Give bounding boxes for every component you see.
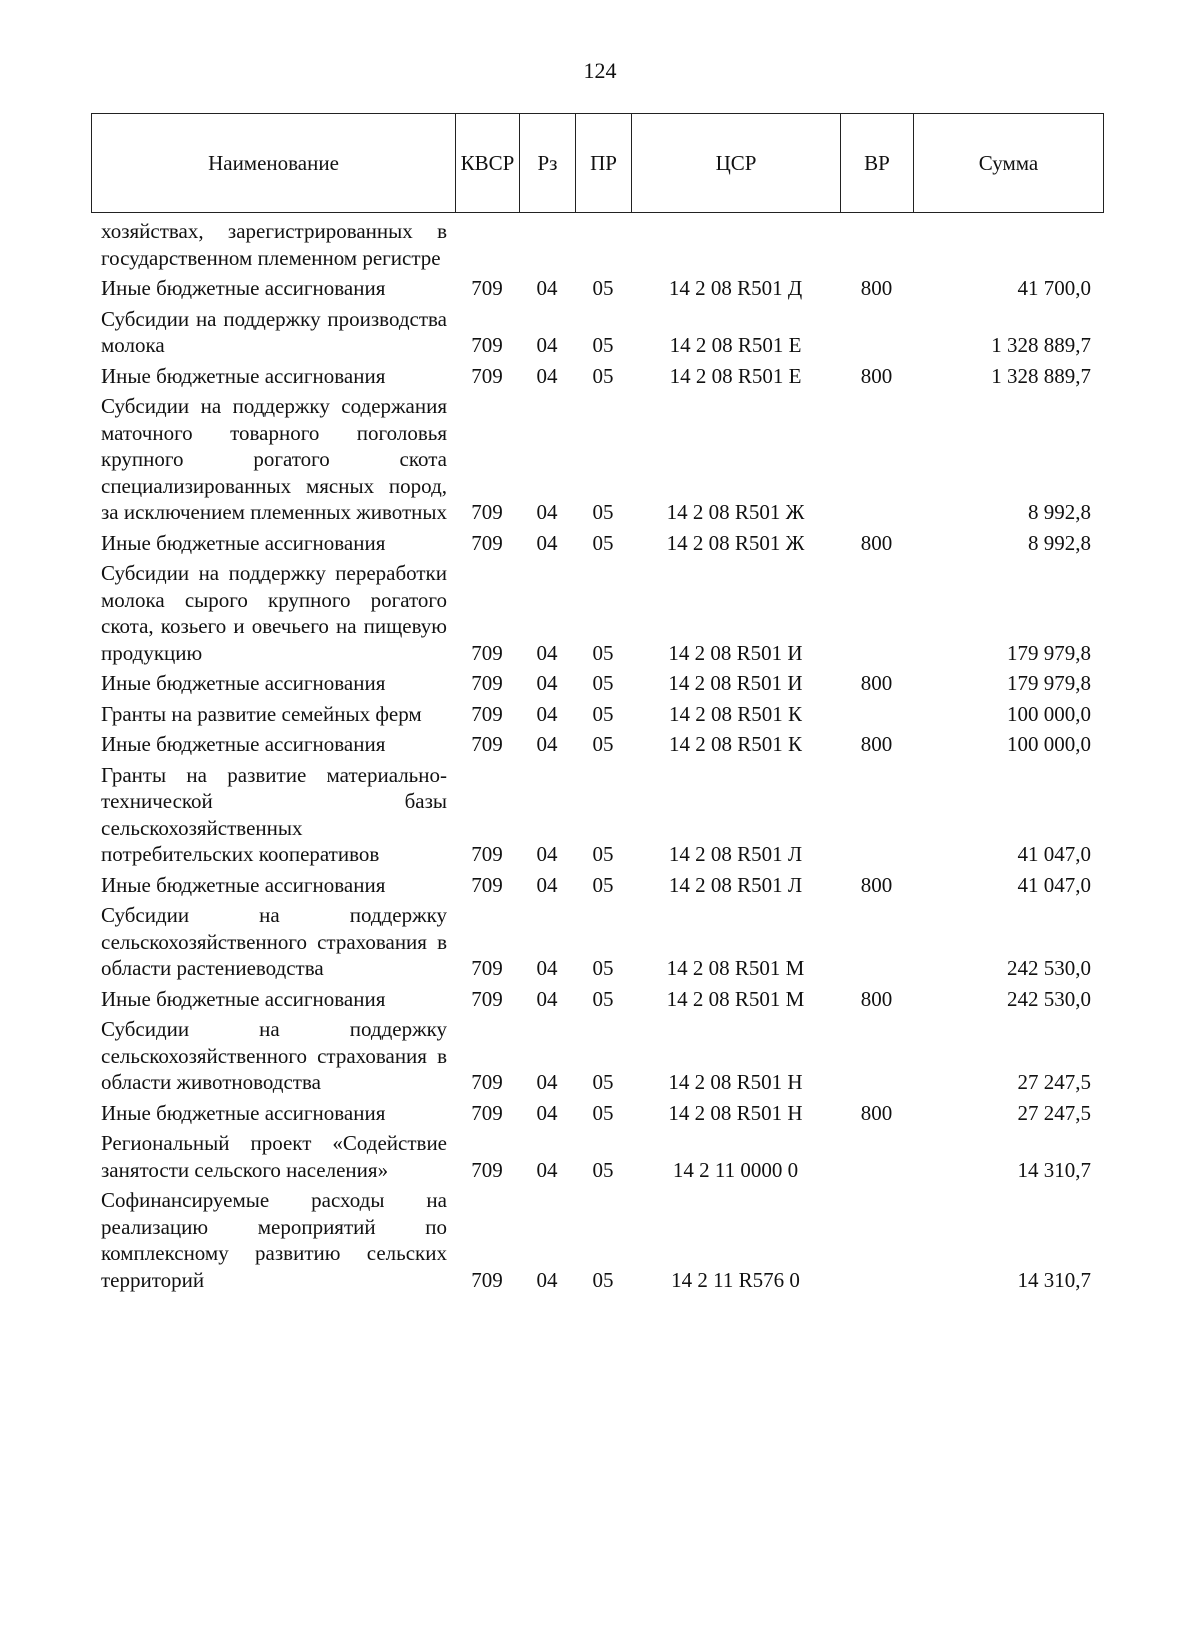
cell-rz: 04 bbox=[536, 1070, 558, 1094]
cell-pr: 05 bbox=[592, 872, 614, 897]
cell-sum: 179 979,8 bbox=[1007, 640, 1091, 665]
table-row bbox=[91, 1128, 1103, 1185]
cell-pr: 05 bbox=[592, 500, 614, 524]
cell-name: Субсидии на поддержку сельскохозяйственного страхования в области растениеводства bbox=[101, 903, 447, 980]
cell-rz bbox=[519, 216, 575, 273]
cell-sum: 100 000,0 bbox=[1007, 732, 1091, 756]
cell-sum: 27 247,5 bbox=[1017, 1070, 1091, 1094]
cell-sum: 179 979,8 bbox=[1007, 671, 1091, 695]
cell-kvsr: 709 bbox=[471, 530, 503, 555]
cell-rz: 04 bbox=[536, 333, 558, 357]
budget-table bbox=[91, 216, 1103, 1295]
cell-sum: 14 310,7 bbox=[1017, 1267, 1091, 1292]
cell-sum: 100 000,0 bbox=[1007, 701, 1091, 726]
cell-vr: 800 bbox=[860, 530, 893, 555]
cell-csr: 14 2 08 R501 Л bbox=[668, 842, 803, 866]
cell-csr bbox=[631, 216, 840, 273]
table-row bbox=[91, 1014, 1103, 1098]
cell-rz: 04 bbox=[536, 842, 558, 866]
cell-kvsr: 709 bbox=[471, 363, 503, 388]
cell-name: Иные бюджетные ассигнования bbox=[101, 986, 386, 1011]
cell-vr bbox=[840, 900, 913, 984]
page-number: 124 bbox=[583, 58, 617, 83]
cell-csr: 14 2 11 0000 0 bbox=[672, 1157, 799, 1182]
cell-kvsr: 709 bbox=[471, 956, 503, 980]
cell-name: Иные бюджетные ассигнования bbox=[101, 732, 386, 756]
cell-rz: 04 bbox=[536, 363, 558, 388]
cell-csr: 14 2 08 R501 И bbox=[668, 640, 803, 665]
cell-vr: 800 bbox=[860, 1100, 893, 1125]
table-row bbox=[91, 273, 1103, 304]
cell-csr: 14 2 08 R501 М bbox=[666, 956, 805, 980]
table-header bbox=[91, 113, 1104, 213]
table-row bbox=[91, 1185, 1103, 1295]
table-row bbox=[91, 699, 1103, 730]
cell-name: Иные бюджетные ассигнования bbox=[101, 1100, 386, 1125]
cell-csr: 14 2 08 R501 К bbox=[668, 701, 802, 726]
cell-name: Субсидии на поддержку содержания маточного товарного поголовья крупного рогатого скота специализированных мясных пород, за исключением племенных животных bbox=[101, 394, 447, 524]
cell-pr: 05 bbox=[592, 1267, 614, 1292]
cell-pr: 05 bbox=[592, 276, 614, 300]
cell-vr bbox=[840, 699, 913, 730]
cell-sum: 14 310,7 bbox=[1017, 1157, 1091, 1182]
cell-kvsr bbox=[455, 216, 519, 273]
table-row bbox=[91, 216, 1103, 273]
cell-csr: 14 2 08 R501 И bbox=[668, 671, 803, 695]
cell-sum: 242 530,0 bbox=[1007, 986, 1091, 1011]
cell-sum: 1 328 889,7 bbox=[991, 333, 1091, 357]
header-kvsr: КВСР bbox=[456, 114, 520, 213]
cell-name: Иные бюджетные ассигнования bbox=[101, 530, 386, 555]
cell-csr: 14 2 08 R501 Н bbox=[668, 1070, 803, 1094]
cell-kvsr: 709 bbox=[471, 872, 503, 897]
cell-pr: 05 bbox=[592, 956, 614, 980]
cell-pr: 05 bbox=[592, 701, 614, 726]
cell-sum: 27 247,5 bbox=[1017, 1100, 1091, 1125]
cell-kvsr: 709 bbox=[471, 1070, 503, 1094]
cell-kvsr: 709 bbox=[471, 1267, 503, 1292]
cell-pr: 05 bbox=[592, 732, 614, 756]
cell-vr: 800 bbox=[860, 986, 893, 1011]
cell-name: Гранты на развитие семейных ферм bbox=[101, 701, 422, 726]
cell-name: Гранты на развитие материально-технической базы сельскохозяйственных потребительских кооперативов bbox=[101, 762, 447, 866]
cell-pr: 05 bbox=[592, 363, 614, 388]
table-row bbox=[91, 984, 1103, 1015]
cell-rz: 04 bbox=[536, 1267, 558, 1292]
cell-rz: 04 bbox=[536, 986, 558, 1011]
table-body bbox=[91, 216, 1103, 1295]
cell-sum: 1 328 889,7 bbox=[991, 363, 1091, 388]
cell-rz: 04 bbox=[536, 276, 558, 300]
cell-csr: 14 2 08 R501 Н bbox=[668, 1100, 803, 1125]
cell-vr: 800 bbox=[860, 872, 893, 897]
table-row bbox=[91, 304, 1103, 361]
cell-name: Субсидии на поддержку сельскохозяйственного страхования в области животноводства bbox=[101, 1017, 447, 1094]
cell-vr: 800 bbox=[860, 732, 893, 756]
cell-pr: 05 bbox=[592, 1070, 614, 1094]
cell-csr: 14 2 08 R501 Е bbox=[669, 363, 802, 388]
cell-csr: 14 2 08 R501 К bbox=[668, 732, 802, 756]
cell-sum: 41 047,0 bbox=[1017, 872, 1091, 897]
cell-sum: 242 530,0 bbox=[1007, 956, 1091, 980]
cell-kvsr: 709 bbox=[471, 671, 503, 695]
table-row bbox=[91, 1098, 1103, 1129]
header-name: Наименование bbox=[92, 114, 456, 213]
cell-rz: 04 bbox=[536, 872, 558, 897]
cell-kvsr: 709 bbox=[471, 640, 503, 665]
cell-name: хозяйствах, зарегистрированных в государственном племенном регистре bbox=[101, 219, 447, 270]
cell-kvsr: 709 bbox=[471, 1100, 503, 1125]
cell-sum bbox=[913, 216, 1103, 273]
cell-name: Региональный проект «Содействие занятости сельского населения» bbox=[101, 1131, 447, 1182]
cell-rz: 04 bbox=[536, 1157, 558, 1182]
cell-vr bbox=[840, 1014, 913, 1098]
cell-csr: 14 2 08 R501 Л bbox=[668, 872, 803, 897]
cell-pr: 05 bbox=[592, 1157, 614, 1182]
cell-rz: 04 bbox=[536, 671, 558, 695]
cell-pr: 05 bbox=[592, 842, 614, 866]
cell-rz: 04 bbox=[536, 732, 558, 756]
cell-kvsr: 709 bbox=[471, 986, 503, 1011]
cell-csr: 14 2 08 R501 Д bbox=[668, 276, 803, 300]
cell-name: Иные бюджетные ассигнования bbox=[101, 872, 386, 897]
cell-sum: 41 700,0 bbox=[1017, 276, 1091, 300]
table-row bbox=[91, 668, 1103, 699]
cell-name: Софинансируемые расходы на реализацию мероприятий по комплексному развитию сельских территорий bbox=[101, 1188, 447, 1292]
cell-name: Иные бюджетные ассигнования bbox=[101, 276, 386, 300]
cell-kvsr: 709 bbox=[471, 333, 503, 357]
cell-pr: 05 bbox=[592, 1100, 614, 1125]
cell-pr: 05 bbox=[592, 333, 614, 357]
table-row bbox=[91, 900, 1103, 984]
cell-vr bbox=[840, 558, 913, 668]
cell-vr: 800 bbox=[860, 276, 893, 300]
table-row bbox=[91, 528, 1103, 559]
header-pr: ПР bbox=[576, 114, 632, 213]
cell-sum: 41 047,0 bbox=[1017, 842, 1091, 866]
cell-csr: 14 2 08 R501 Ж bbox=[666, 530, 805, 555]
cell-kvsr: 709 bbox=[471, 276, 503, 300]
cell-vr bbox=[840, 304, 913, 361]
cell-vr: 800 bbox=[860, 363, 893, 388]
cell-rz: 04 bbox=[536, 701, 558, 726]
cell-csr: 14 2 11 R576 0 bbox=[671, 1267, 800, 1292]
cell-rz: 04 bbox=[536, 1100, 558, 1125]
cell-pr: 05 bbox=[592, 671, 614, 695]
table-row bbox=[91, 558, 1103, 668]
cell-csr: 14 2 08 R501 М bbox=[666, 986, 805, 1011]
cell-name: Иные бюджетные ассигнования bbox=[101, 671, 386, 695]
cell-name: Субсидии на поддержку переработки молока сырого крупного рогатого скота, козьего и овечьего на пищевую продукцию bbox=[101, 561, 447, 665]
table-row bbox=[91, 729, 1103, 760]
table-row bbox=[91, 391, 1103, 528]
header-csr: ЦСР bbox=[632, 114, 841, 213]
cell-csr: 14 2 08 R501 Ж bbox=[666, 500, 805, 524]
cell-vr bbox=[840, 391, 913, 528]
cell-csr: 14 2 08 R501 Е bbox=[669, 333, 802, 357]
header-vr: ВР bbox=[841, 114, 914, 213]
cell-vr: 800 bbox=[860, 671, 893, 695]
cell-kvsr: 709 bbox=[471, 500, 503, 524]
cell-pr: 05 bbox=[592, 640, 614, 665]
cell-vr bbox=[840, 1128, 913, 1185]
cell-kvsr: 709 bbox=[471, 701, 503, 726]
cell-kvsr: 709 bbox=[471, 732, 503, 756]
header-rz: Рз bbox=[520, 114, 576, 213]
cell-pr bbox=[575, 216, 631, 273]
cell-pr: 05 bbox=[592, 986, 614, 1011]
cell-name: Субсидии на поддержку производства молока bbox=[101, 306, 447, 357]
cell-vr bbox=[840, 760, 913, 870]
cell-pr: 05 bbox=[592, 530, 614, 555]
cell-vr bbox=[840, 1185, 913, 1295]
table-row bbox=[91, 760, 1103, 870]
cell-rz: 04 bbox=[536, 640, 558, 665]
cell-kvsr: 709 bbox=[471, 1157, 503, 1182]
cell-name: Иные бюджетные ассигнования bbox=[101, 363, 386, 388]
table-row bbox=[91, 870, 1103, 901]
cell-rz: 04 bbox=[536, 500, 558, 524]
cell-vr bbox=[840, 216, 913, 273]
cell-rz: 04 bbox=[536, 530, 558, 555]
table-row bbox=[91, 361, 1103, 392]
cell-sum: 8 992,8 bbox=[1028, 500, 1091, 524]
header-sum: Сумма bbox=[914, 114, 1104, 213]
cell-rz: 04 bbox=[536, 956, 558, 980]
cell-sum: 8 992,8 bbox=[1028, 530, 1091, 555]
cell-kvsr: 709 bbox=[471, 842, 503, 866]
